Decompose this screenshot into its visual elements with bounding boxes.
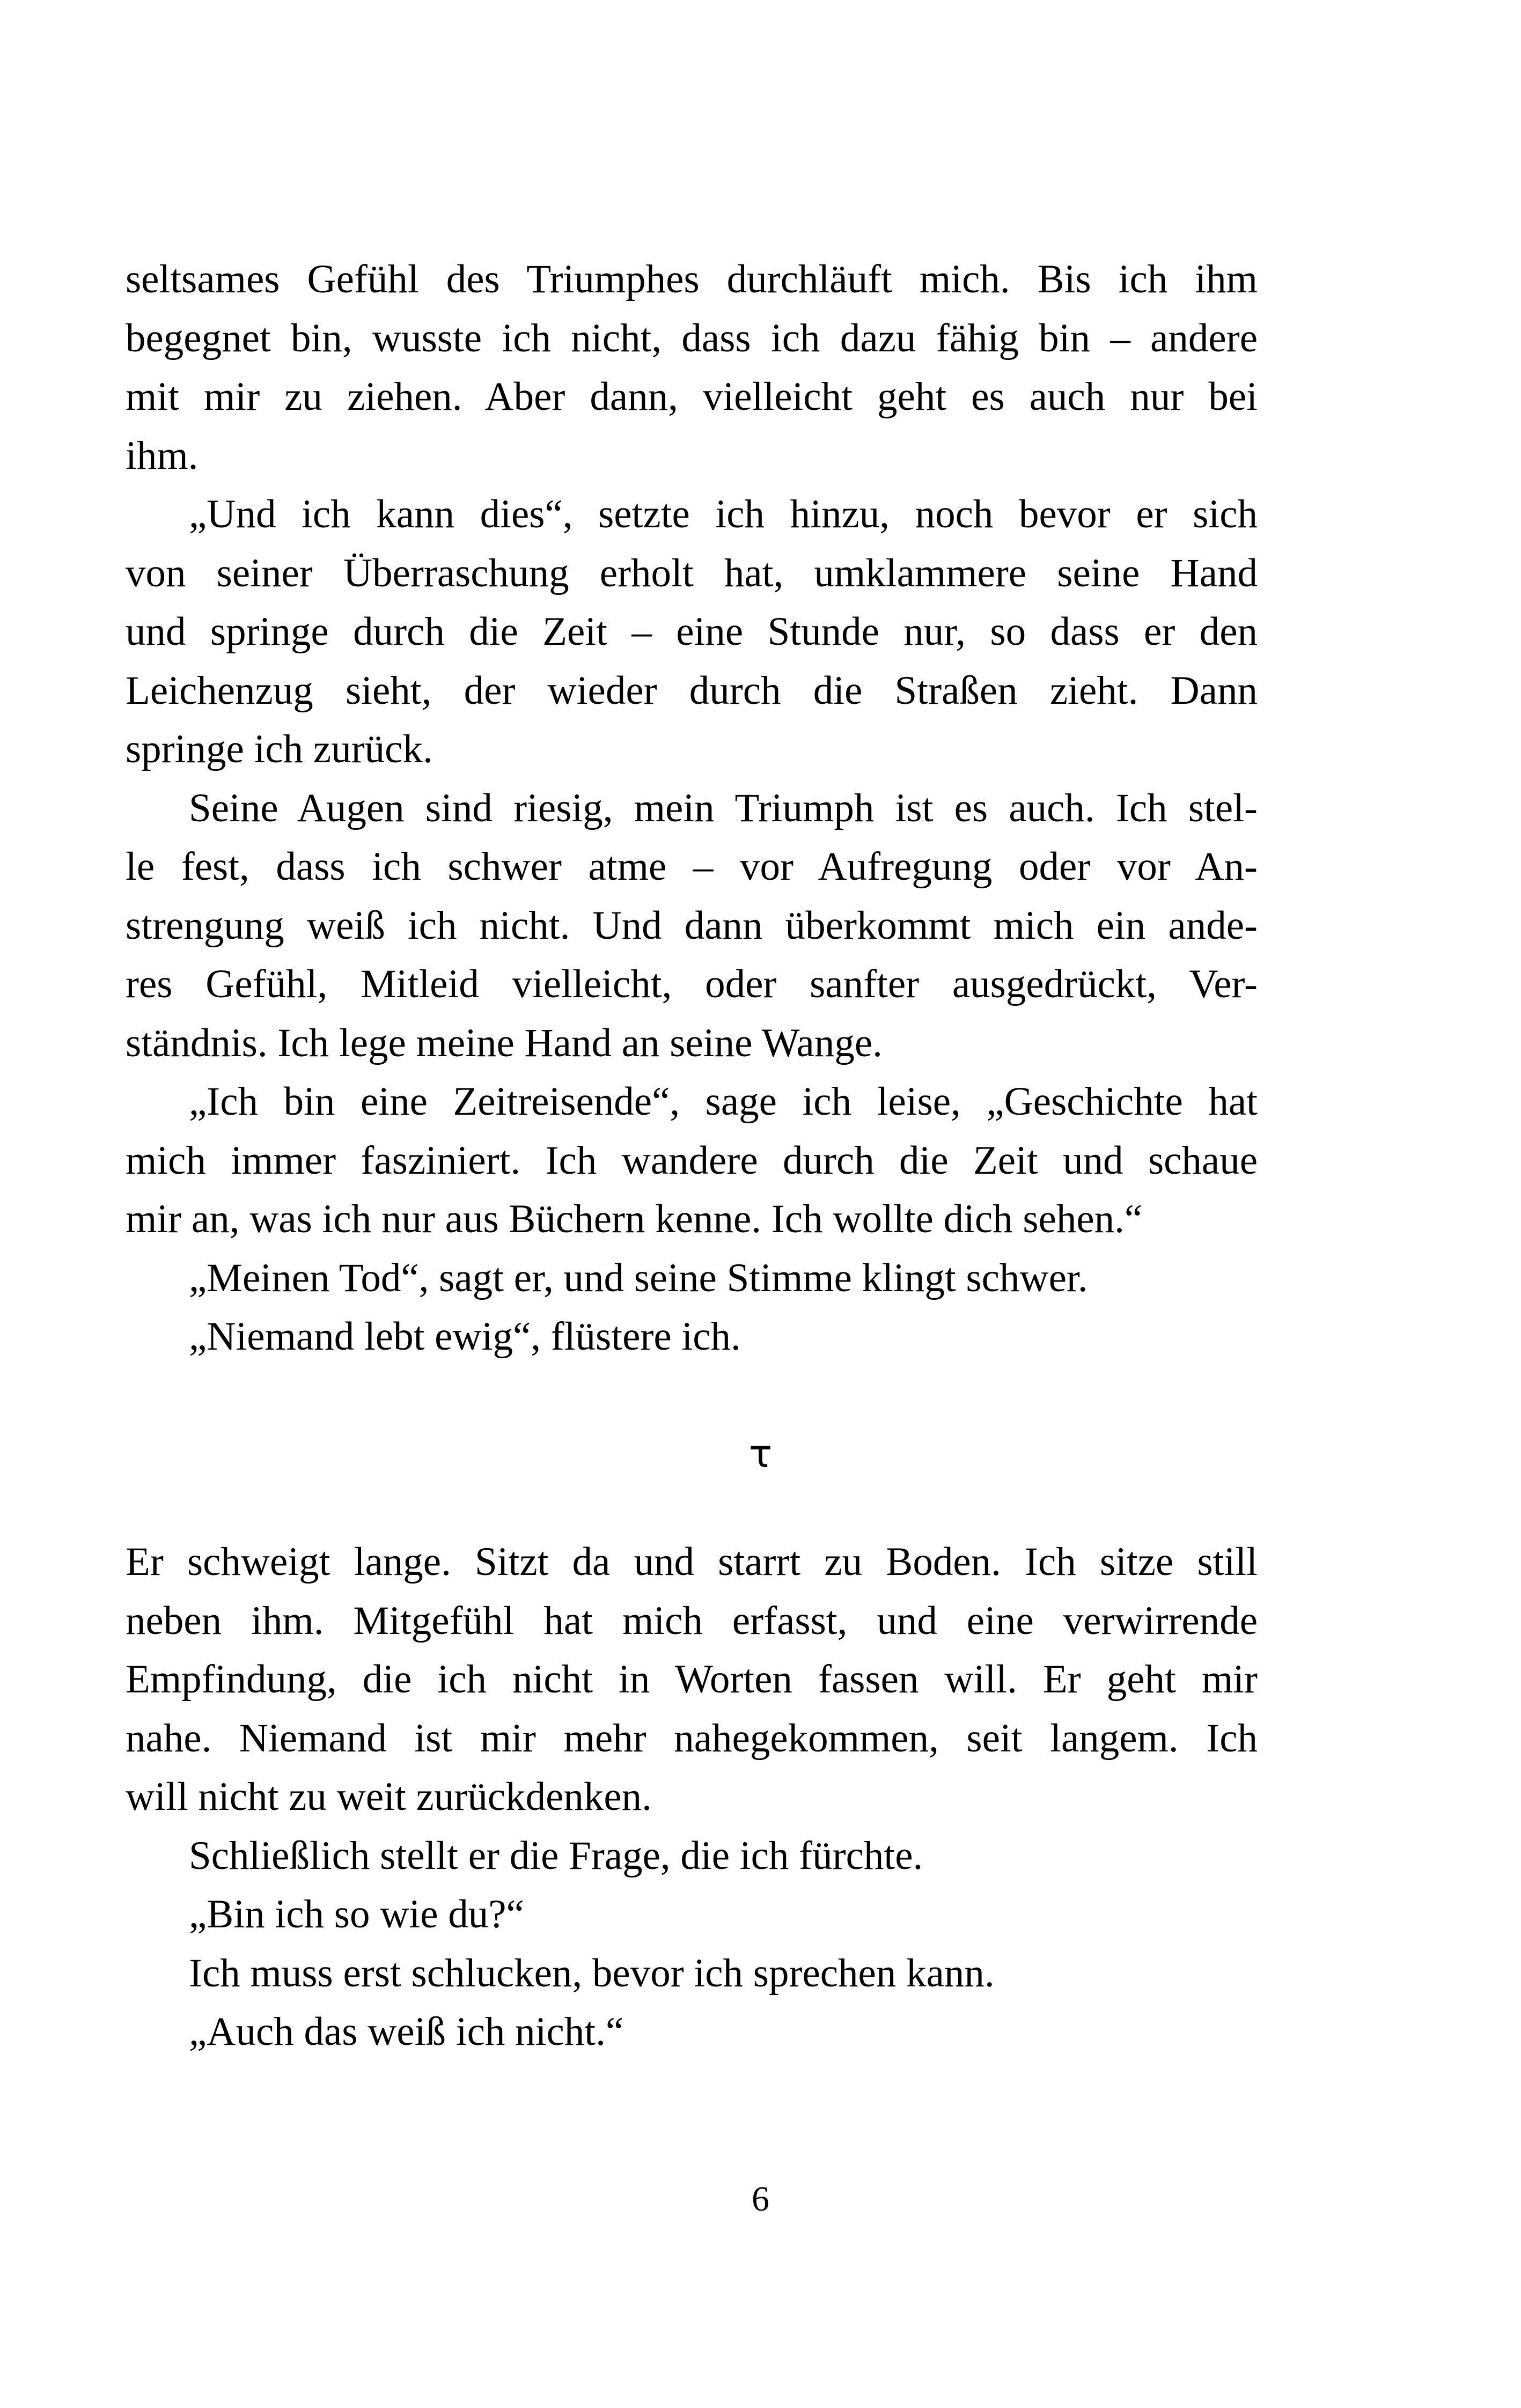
section-break-ornament: τ xyxy=(748,1431,773,1476)
text-line: Ich muss erst schlucken, bevor ich sprechen kann. xyxy=(189,1950,995,1995)
text-line: mich immer fasziniert. Ich wandere durch die Zeit und schaue xyxy=(126,1138,1258,1183)
text-line: nahe. Niemand ist mir mehr nahegekommen, seit langem. Ich xyxy=(126,1715,1258,1761)
text-line: Er schweigt lange. Sitzt da und starrt zu Boden. Ich sitze still xyxy=(126,1540,1258,1584)
text-line: strengung weiß ich nicht. Und dann überkommt mich ein ande- xyxy=(126,903,1258,948)
text-line: res Gefühl, Mitleid vielleicht, oder sanfter ausgedrückt, Ver- xyxy=(126,962,1258,1006)
text-line: seltsames Gefühl des Triumphes durchläuft mich. Bis ich ihm xyxy=(126,257,1258,301)
text-line: „Niemand lebt ewig“, flüstere ich. xyxy=(189,1314,741,1359)
text-line: le fest, dass ich schwer atme – vor Aufregung oder vor An- xyxy=(126,844,1258,889)
text-line: Empfindung, die ich nicht in Worten fassen will. Er geht mir xyxy=(126,1657,1258,1702)
text-line: „Bin ich so wie du?“ xyxy=(189,1892,524,1936)
text-line: „Und ich kann dies“, setzte ich hinzu, noch bevor er sich xyxy=(189,492,1258,536)
text-line: Schließlich stellt er die Frage, die ich fürchte. xyxy=(189,1833,923,1878)
text-line: mir an, was ich nur aus Büchern kenne. Ich wollte dich sehen.“ xyxy=(126,1197,1143,1241)
text-line: ihm. xyxy=(126,433,199,478)
text-line: springe ich zurück. xyxy=(126,727,433,771)
text-line: Leichenzug sieht, der wieder durch die Straßen zieht. Dann xyxy=(126,668,1258,713)
text-block-top xyxy=(126,250,1258,1366)
text-line: „Ich bin eine Zeitreisende“, sage ich leise, „Geschichte hat xyxy=(189,1079,1258,1124)
text-line: mit mir zu ziehen. Aber dann, vielleicht geht es auch nur bei xyxy=(126,374,1258,419)
text-line: will nicht zu weit zurückdenken. xyxy=(126,1774,652,1819)
text-block-bottom xyxy=(126,1533,1258,2061)
text-line: „Meinen Tod“, sagt er, und seine Stimme klingt schwer. xyxy=(189,1255,1088,1300)
page-number: 6 xyxy=(752,2179,769,2219)
text-line: begegnet bin, wusste ich nicht, dass ich dazu fähig bin – andere xyxy=(126,315,1258,360)
text-line: „Auch das weiß ich nicht.“ xyxy=(189,2009,624,2054)
text-line: neben ihm. Mitgefühl hat mich erfasst, und eine verwirrende xyxy=(126,1598,1258,1643)
text-line: Seine Augen sind riesig, mein Triumph ist es auch. Ich stel- xyxy=(189,785,1258,830)
text-line: und springe durch die Zeit – eine Stunde nur, so dass er den xyxy=(126,609,1258,654)
text-line: von seiner Überraschung erholt hat, umklammere seine Hand xyxy=(126,550,1258,595)
text-line: ständnis. Ich lege meine Hand an seine Wange. xyxy=(126,1020,883,1065)
